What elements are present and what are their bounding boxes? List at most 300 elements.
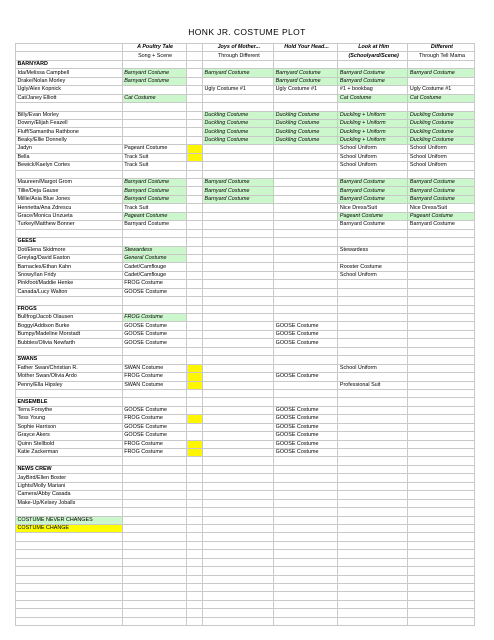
cell — [274, 356, 338, 364]
cell: School Uniform — [338, 162, 408, 170]
cell — [338, 229, 408, 237]
cell: Hold Your Head... — [274, 44, 338, 52]
cell — [203, 617, 274, 625]
table-row — [16, 432, 475, 440]
cell: Nice Dress/Suit — [408, 204, 475, 212]
cell: SWAN Costume — [122, 364, 186, 372]
cell — [338, 398, 408, 406]
cell — [122, 567, 186, 575]
cell — [122, 592, 186, 600]
cell — [274, 592, 338, 600]
cell — [203, 449, 274, 457]
cell — [186, 314, 202, 322]
table-row — [16, 280, 475, 288]
cell: Barnacles/Ethan Kahn — [16, 263, 123, 271]
table-row — [16, 254, 475, 262]
cell: Ugly Costume #1 — [203, 86, 274, 94]
cell: Bella — [16, 153, 123, 161]
cell — [203, 347, 274, 355]
cell — [186, 170, 202, 178]
table-row — [16, 449, 475, 457]
cell — [203, 246, 274, 254]
cell — [408, 415, 475, 423]
cell — [186, 280, 202, 288]
cell: Penny/Ella Hipsley — [16, 381, 123, 389]
cell — [338, 415, 408, 423]
cell — [186, 457, 202, 465]
cell — [338, 254, 408, 262]
cell — [203, 457, 274, 465]
cell — [186, 415, 202, 423]
table-row — [16, 263, 475, 271]
cell: GOOSE Costume — [122, 432, 186, 440]
cell — [274, 305, 338, 313]
cell — [16, 389, 123, 397]
cell: General Costume — [122, 254, 186, 262]
cell: #1 + bookbag — [338, 86, 408, 94]
cell — [408, 550, 475, 558]
cell: Barnyard Costume — [338, 179, 408, 187]
cell — [186, 567, 202, 575]
table-row — [16, 170, 475, 178]
cell — [203, 423, 274, 431]
cell — [203, 305, 274, 313]
cell: Cat Costume — [122, 94, 186, 102]
cell: Make-Up/Kelsey Joballs — [16, 499, 123, 507]
cell — [186, 423, 202, 431]
cell — [274, 271, 338, 279]
cell — [186, 187, 202, 195]
cell: Barnyard Costume — [203, 195, 274, 203]
cell: Drake/Nolan Morley — [16, 77, 123, 85]
cell — [122, 297, 186, 305]
cell: Duckling Costume — [408, 119, 475, 127]
cell — [203, 499, 274, 507]
cell — [408, 575, 475, 583]
cell: Bullfrog/Jacob Olausen — [16, 314, 123, 322]
cell — [274, 221, 338, 229]
cell — [274, 541, 338, 549]
cell — [203, 314, 274, 322]
cell: Duckling + Uniform — [338, 128, 408, 136]
table-row — [16, 592, 475, 600]
cell — [122, 465, 186, 473]
section-header-row — [16, 465, 475, 473]
cell: Cat/Janey Elliott — [16, 94, 123, 102]
table-row — [16, 575, 475, 583]
cell — [408, 541, 475, 549]
cell — [203, 364, 274, 372]
table-row — [16, 389, 475, 397]
cell — [274, 263, 338, 271]
cell — [122, 389, 186, 397]
cell — [408, 373, 475, 381]
table-row — [16, 457, 475, 465]
cell: GOOSE Costume — [274, 415, 338, 423]
cell — [408, 440, 475, 448]
cell — [203, 524, 274, 532]
cell — [122, 119, 186, 127]
cell: School Uniform — [338, 145, 408, 153]
cell: Duckling Costume — [203, 128, 274, 136]
cell: Barnyard Costume — [338, 69, 408, 77]
cell — [408, 322, 475, 330]
cell — [338, 280, 408, 288]
cell: Track Suit — [122, 204, 186, 212]
cell: Pageant Costume — [408, 212, 475, 220]
cell — [122, 128, 186, 136]
cell — [338, 541, 408, 549]
cell — [274, 288, 338, 296]
cell: Song + Scene — [122, 52, 186, 60]
cell — [122, 499, 186, 507]
cell: Boggy/Addison Burke — [16, 322, 123, 330]
cell: Barnyard Costume — [408, 179, 475, 187]
cell — [203, 600, 274, 608]
cell — [408, 60, 475, 68]
cell: GOOSE Costume — [122, 288, 186, 296]
cell — [338, 457, 408, 465]
cell — [186, 330, 202, 338]
cell — [274, 474, 338, 482]
cell — [274, 524, 338, 532]
cell — [16, 347, 123, 355]
cell — [186, 103, 202, 111]
cell — [186, 364, 202, 372]
cell — [408, 508, 475, 516]
table-row — [16, 415, 475, 423]
cell — [338, 575, 408, 583]
cell: Different — [408, 44, 475, 52]
cell — [274, 246, 338, 254]
cell: SWANS — [16, 356, 123, 364]
cell — [186, 339, 202, 347]
table-row — [16, 195, 475, 203]
cell — [186, 136, 202, 144]
cell — [16, 52, 123, 60]
cell: Duckling Costume — [274, 128, 338, 136]
cell: Barnyard Costume — [122, 195, 186, 203]
cell — [186, 86, 202, 94]
cell: School Uniform — [338, 153, 408, 161]
cell — [186, 482, 202, 490]
cell — [338, 314, 408, 322]
table-row — [16, 128, 475, 136]
cell — [203, 263, 274, 271]
cell: A Poultry Tale — [122, 44, 186, 52]
cell — [408, 533, 475, 541]
cell: Stewardess — [122, 246, 186, 254]
cell — [122, 238, 186, 246]
cell: School Uniform — [338, 364, 408, 372]
cell — [186, 246, 202, 254]
cell: GOOSE Costume — [122, 339, 186, 347]
cell — [338, 474, 408, 482]
cell — [274, 499, 338, 507]
cell — [338, 491, 408, 499]
cell: Father Swan/Christian R. — [16, 364, 123, 372]
table-row — [16, 271, 475, 279]
cell — [338, 550, 408, 558]
cell — [274, 187, 338, 195]
cell — [186, 592, 202, 600]
table-row — [16, 339, 475, 347]
cell — [408, 288, 475, 296]
table-row — [16, 322, 475, 330]
cell — [274, 457, 338, 465]
cell — [274, 314, 338, 322]
cell — [408, 491, 475, 499]
cell: Barnyard Costume — [408, 69, 475, 77]
cell — [338, 389, 408, 397]
table-row — [16, 297, 475, 305]
cell — [274, 600, 338, 608]
cell: Barnyard Costume — [122, 221, 186, 229]
cell: Camera/Abby Casada — [16, 491, 123, 499]
cell: Barnyard Costume — [338, 221, 408, 229]
cell — [203, 474, 274, 482]
cell: Snowy/Ian Fridy — [16, 271, 123, 279]
cell — [186, 145, 202, 153]
cell — [186, 356, 202, 364]
cell — [122, 60, 186, 68]
cell — [408, 314, 475, 322]
cell — [186, 128, 202, 136]
cell: FROG Costume — [122, 280, 186, 288]
cell — [122, 356, 186, 364]
cell: FROG Costume — [122, 314, 186, 322]
cell: Barnyard Costume — [203, 187, 274, 195]
cell — [408, 423, 475, 431]
cell — [186, 238, 202, 246]
cell: SWAN Costume — [122, 381, 186, 389]
cell — [186, 508, 202, 516]
cell — [274, 212, 338, 220]
table-row — [16, 567, 475, 575]
cell — [338, 406, 408, 414]
page-title: HONK JR. COSTUME PLOT — [188, 27, 306, 37]
table-row — [16, 558, 475, 566]
cell — [122, 398, 186, 406]
cell: Henrietta/Ana Zdrescu — [16, 204, 123, 212]
cell — [122, 524, 186, 532]
cell — [203, 482, 274, 490]
cell — [338, 432, 408, 440]
cell — [274, 60, 338, 68]
cell — [274, 254, 338, 262]
cell: Barnyard Costume — [122, 77, 186, 85]
cell: Cadet/Camflouge — [122, 271, 186, 279]
cell — [274, 179, 338, 187]
cell: Ida/Melissa Campbell — [16, 69, 123, 77]
cell — [186, 153, 202, 161]
cell: Fluff/Samantha Rathbone — [16, 128, 123, 136]
cell — [408, 617, 475, 625]
cell — [338, 524, 408, 532]
cell: GOOSE Costume — [274, 449, 338, 457]
cell — [203, 322, 274, 330]
cell: Cat Costume — [408, 94, 475, 102]
cell — [274, 508, 338, 516]
cell: GOOSE Costume — [122, 322, 186, 330]
cell — [16, 550, 123, 558]
cell: Duckling Costume — [203, 111, 274, 119]
cell — [338, 592, 408, 600]
cell — [203, 550, 274, 558]
table-row — [16, 474, 475, 482]
cell: Bewick/Kaelyn Cortes — [16, 162, 123, 170]
cell: Duckling Costume — [408, 128, 475, 136]
cell — [186, 474, 202, 482]
cell — [338, 609, 408, 617]
cell: Duckling Costume — [274, 136, 338, 144]
cell — [186, 550, 202, 558]
cell: School Uniform — [408, 162, 475, 170]
cell — [16, 170, 123, 178]
cell — [186, 60, 202, 68]
cell — [274, 558, 338, 566]
cell — [274, 465, 338, 473]
cell — [408, 499, 475, 507]
cell: Barnyard Costume — [408, 221, 475, 229]
cell — [122, 347, 186, 355]
cell — [203, 558, 274, 566]
cell: Sophie Harrison — [16, 423, 123, 431]
section-header-row — [16, 60, 475, 68]
cell: Canada/Lucy Walton — [16, 288, 123, 296]
cell: Billy/Evan Morley — [16, 111, 123, 119]
cell: Pageant Costume — [122, 212, 186, 220]
table-row — [16, 212, 475, 220]
cell: ENSEMBLE — [16, 398, 123, 406]
cell: Barnyard Costume — [122, 69, 186, 77]
cell — [186, 297, 202, 305]
cell — [203, 465, 274, 473]
cell — [16, 575, 123, 583]
cell: School Uniform — [408, 145, 475, 153]
cell — [203, 162, 274, 170]
cell — [338, 238, 408, 246]
cell — [186, 195, 202, 203]
cell — [274, 516, 338, 524]
cell — [186, 533, 202, 541]
cell — [408, 567, 475, 575]
cell — [203, 592, 274, 600]
cell — [274, 145, 338, 153]
cell — [338, 288, 408, 296]
cell — [203, 373, 274, 381]
cell: FROG Costume — [122, 373, 186, 381]
cell — [203, 297, 274, 305]
cell — [408, 170, 475, 178]
cell — [338, 567, 408, 575]
cell — [274, 364, 338, 372]
cell — [408, 449, 475, 457]
cell — [122, 600, 186, 608]
cell — [16, 297, 123, 305]
table-row — [16, 364, 475, 372]
cell — [274, 170, 338, 178]
cell: Barnyard Costume — [203, 69, 274, 77]
cell — [203, 60, 274, 68]
cell — [203, 339, 274, 347]
cell: Through Different — [203, 52, 274, 60]
cell: Dot/Elena Skidmore — [16, 246, 123, 254]
cell: GOOSE Costume — [274, 440, 338, 448]
cell — [186, 440, 202, 448]
cell — [408, 524, 475, 532]
cell — [186, 406, 202, 414]
cell: GEESE — [16, 238, 123, 246]
cell: Beaky/Ellie Donnelly — [16, 136, 123, 144]
cell — [203, 212, 274, 220]
cell — [408, 457, 475, 465]
cell — [16, 44, 123, 52]
cell — [122, 482, 186, 490]
cell: School Uniform — [408, 153, 475, 161]
cell — [338, 508, 408, 516]
table-row — [16, 330, 475, 338]
cell: Barnyard Costume — [203, 179, 274, 187]
cell: GOOSE Costume — [274, 322, 338, 330]
cell — [186, 432, 202, 440]
cell — [408, 389, 475, 397]
cell — [203, 381, 274, 389]
cell: Mother Swan/Olivia Ardo — [16, 373, 123, 381]
cell: (Schoolyard/Scene) — [338, 52, 408, 60]
cell: Ugly Costume #1 — [408, 86, 475, 94]
cell — [274, 280, 338, 288]
cell: Nice Dress/Suit — [338, 204, 408, 212]
cell — [203, 575, 274, 583]
cell — [408, 406, 475, 414]
cell — [203, 254, 274, 262]
table-row — [16, 584, 475, 592]
cell — [16, 617, 123, 625]
table-row — [16, 499, 475, 507]
cell — [408, 558, 475, 566]
cell — [408, 432, 475, 440]
cell: Duckling Costume — [408, 111, 475, 119]
cell — [274, 398, 338, 406]
cell — [274, 567, 338, 575]
cell — [408, 254, 475, 262]
cell — [203, 533, 274, 541]
cell: Terra Forsythe — [16, 406, 123, 414]
table-row — [16, 541, 475, 549]
cell — [408, 305, 475, 313]
table-row — [16, 491, 475, 499]
cell: Grace/Monica Unzueta — [16, 212, 123, 220]
cell: Duckling Costume — [408, 136, 475, 144]
cell — [122, 474, 186, 482]
cell — [186, 617, 202, 625]
cell: FROGS — [16, 305, 123, 313]
cell — [203, 229, 274, 237]
cell: GOOSE Costume — [274, 406, 338, 414]
cell: Duckling + Uniform — [338, 136, 408, 144]
cell — [186, 322, 202, 330]
table-row — [16, 153, 475, 161]
cell — [408, 330, 475, 338]
cell — [408, 271, 475, 279]
cell: Look at Him — [338, 44, 408, 52]
cell: Turkey/Matthew Bonner — [16, 221, 123, 229]
cell — [203, 221, 274, 229]
cell: Track Suit — [122, 162, 186, 170]
cell — [338, 330, 408, 338]
cell — [203, 330, 274, 338]
